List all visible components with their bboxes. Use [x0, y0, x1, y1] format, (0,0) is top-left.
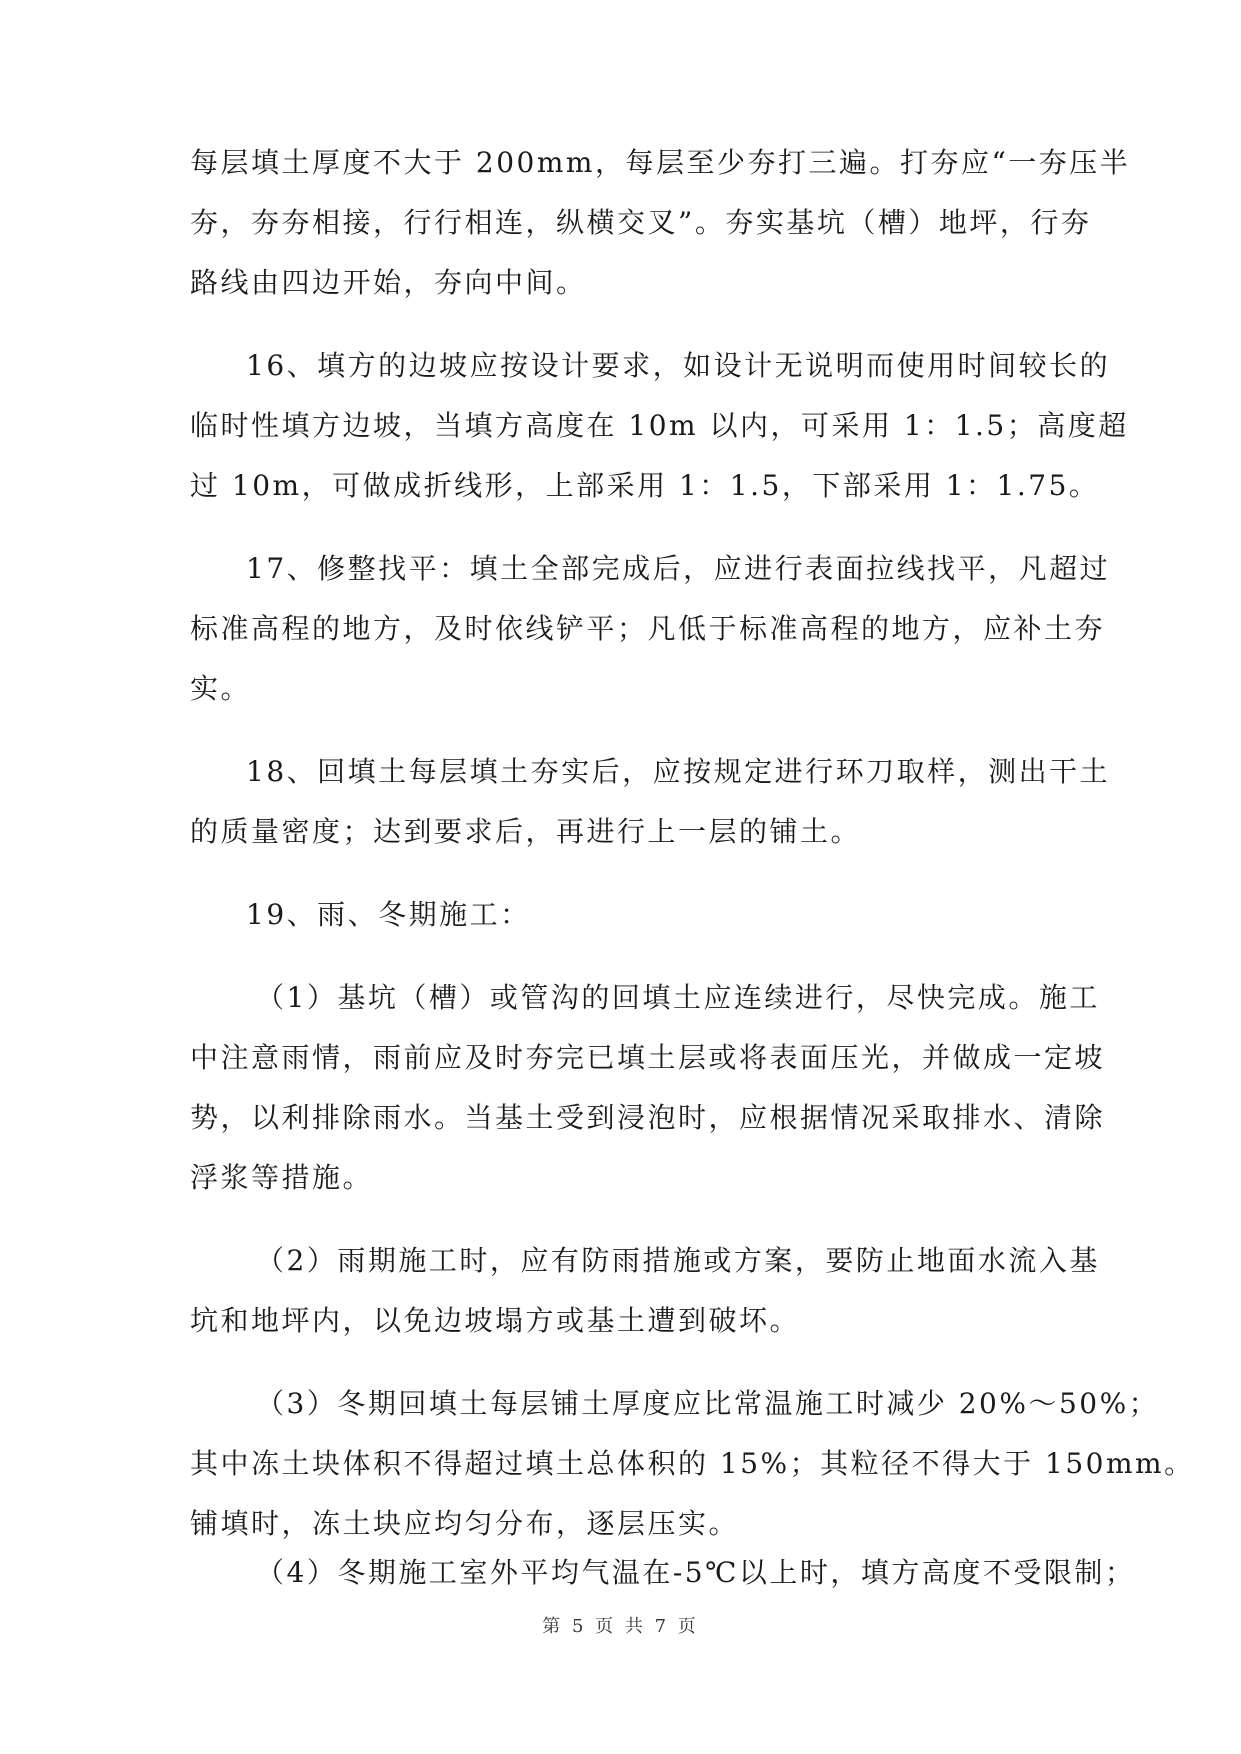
body-line: 临时性填方边坡，当填方高度在 10m 以内，可采用 1：1.5；高度超	[190, 409, 1129, 442]
body-line: 势，以利排除雨水。当基土受到浸泡时，应根据情况采取排水、清除	[190, 1101, 1106, 1134]
body-line: （2）雨期施工时，应有防雨措施或方案，要防止地面水流入基	[256, 1244, 1100, 1277]
body-line: 19、雨、冬期施工：	[246, 898, 531, 931]
body-line: （3）冬期回填土每层铺土厚度应比常温施工时减少 20%～50%；	[256, 1387, 1160, 1420]
page-footer: 第 5 页 共 7 页	[542, 1616, 699, 1637]
body-line: 铺填时，冻土块应均匀分布，逐层压实。	[190, 1507, 740, 1540]
body-line: 的质量密度；达到要求后，再进行上一层的铺土。	[190, 815, 862, 848]
body-line: （1）基坑（槽）或管沟的回填土应连续进行，尽快完成。施工	[256, 981, 1100, 1014]
body-line: 夯，夯夯相接，行行相连，纵横交叉”。夯实基坑（槽）地坪，行夯	[190, 206, 1092, 239]
body-line: 中注意雨情，雨前应及时夯完已填土层或将表面压光，并做成一定坡	[190, 1041, 1106, 1074]
body-line: 浮浆等措施。	[190, 1161, 374, 1194]
body-line: 18、回填土每层填土夯实后，应按规定进行环刀取样，测出干土	[246, 755, 1111, 788]
body-line: 坑和地坪内，以免边坡塌方或基土遭到破坏。	[190, 1304, 801, 1337]
body-line: 17、修整找平：填土全部完成后，应进行表面拉线找平，凡超过	[246, 552, 1111, 585]
body-line: 实。	[190, 672, 252, 705]
body-line: 过 10m，可做成折线形，上部采用 1：1.5，下部采用 1：1.75。	[190, 469, 1100, 502]
body-line: 16、填方的边坡应按设计要求，如设计无说明而使用时间较长的	[246, 349, 1111, 382]
body-line: 路线由四边开始，夯向中间。	[190, 266, 587, 299]
body-line: （4）冬期施工室外平均气温在-5℃以上时，填方高度不受限制；	[256, 1556, 1136, 1589]
body-line: 其中冻土块体积不得超过填土总体积的 15%；其粒径不得大于 150mm。	[190, 1447, 1195, 1480]
body-line: 每层填土厚度不大于 200mm，每层至少夯打三遍。打夯应“一夯压半	[190, 146, 1131, 179]
body-line: 标准高程的地方，及时依线铲平；凡低于标准高程的地方，应补土夯	[190, 612, 1106, 645]
